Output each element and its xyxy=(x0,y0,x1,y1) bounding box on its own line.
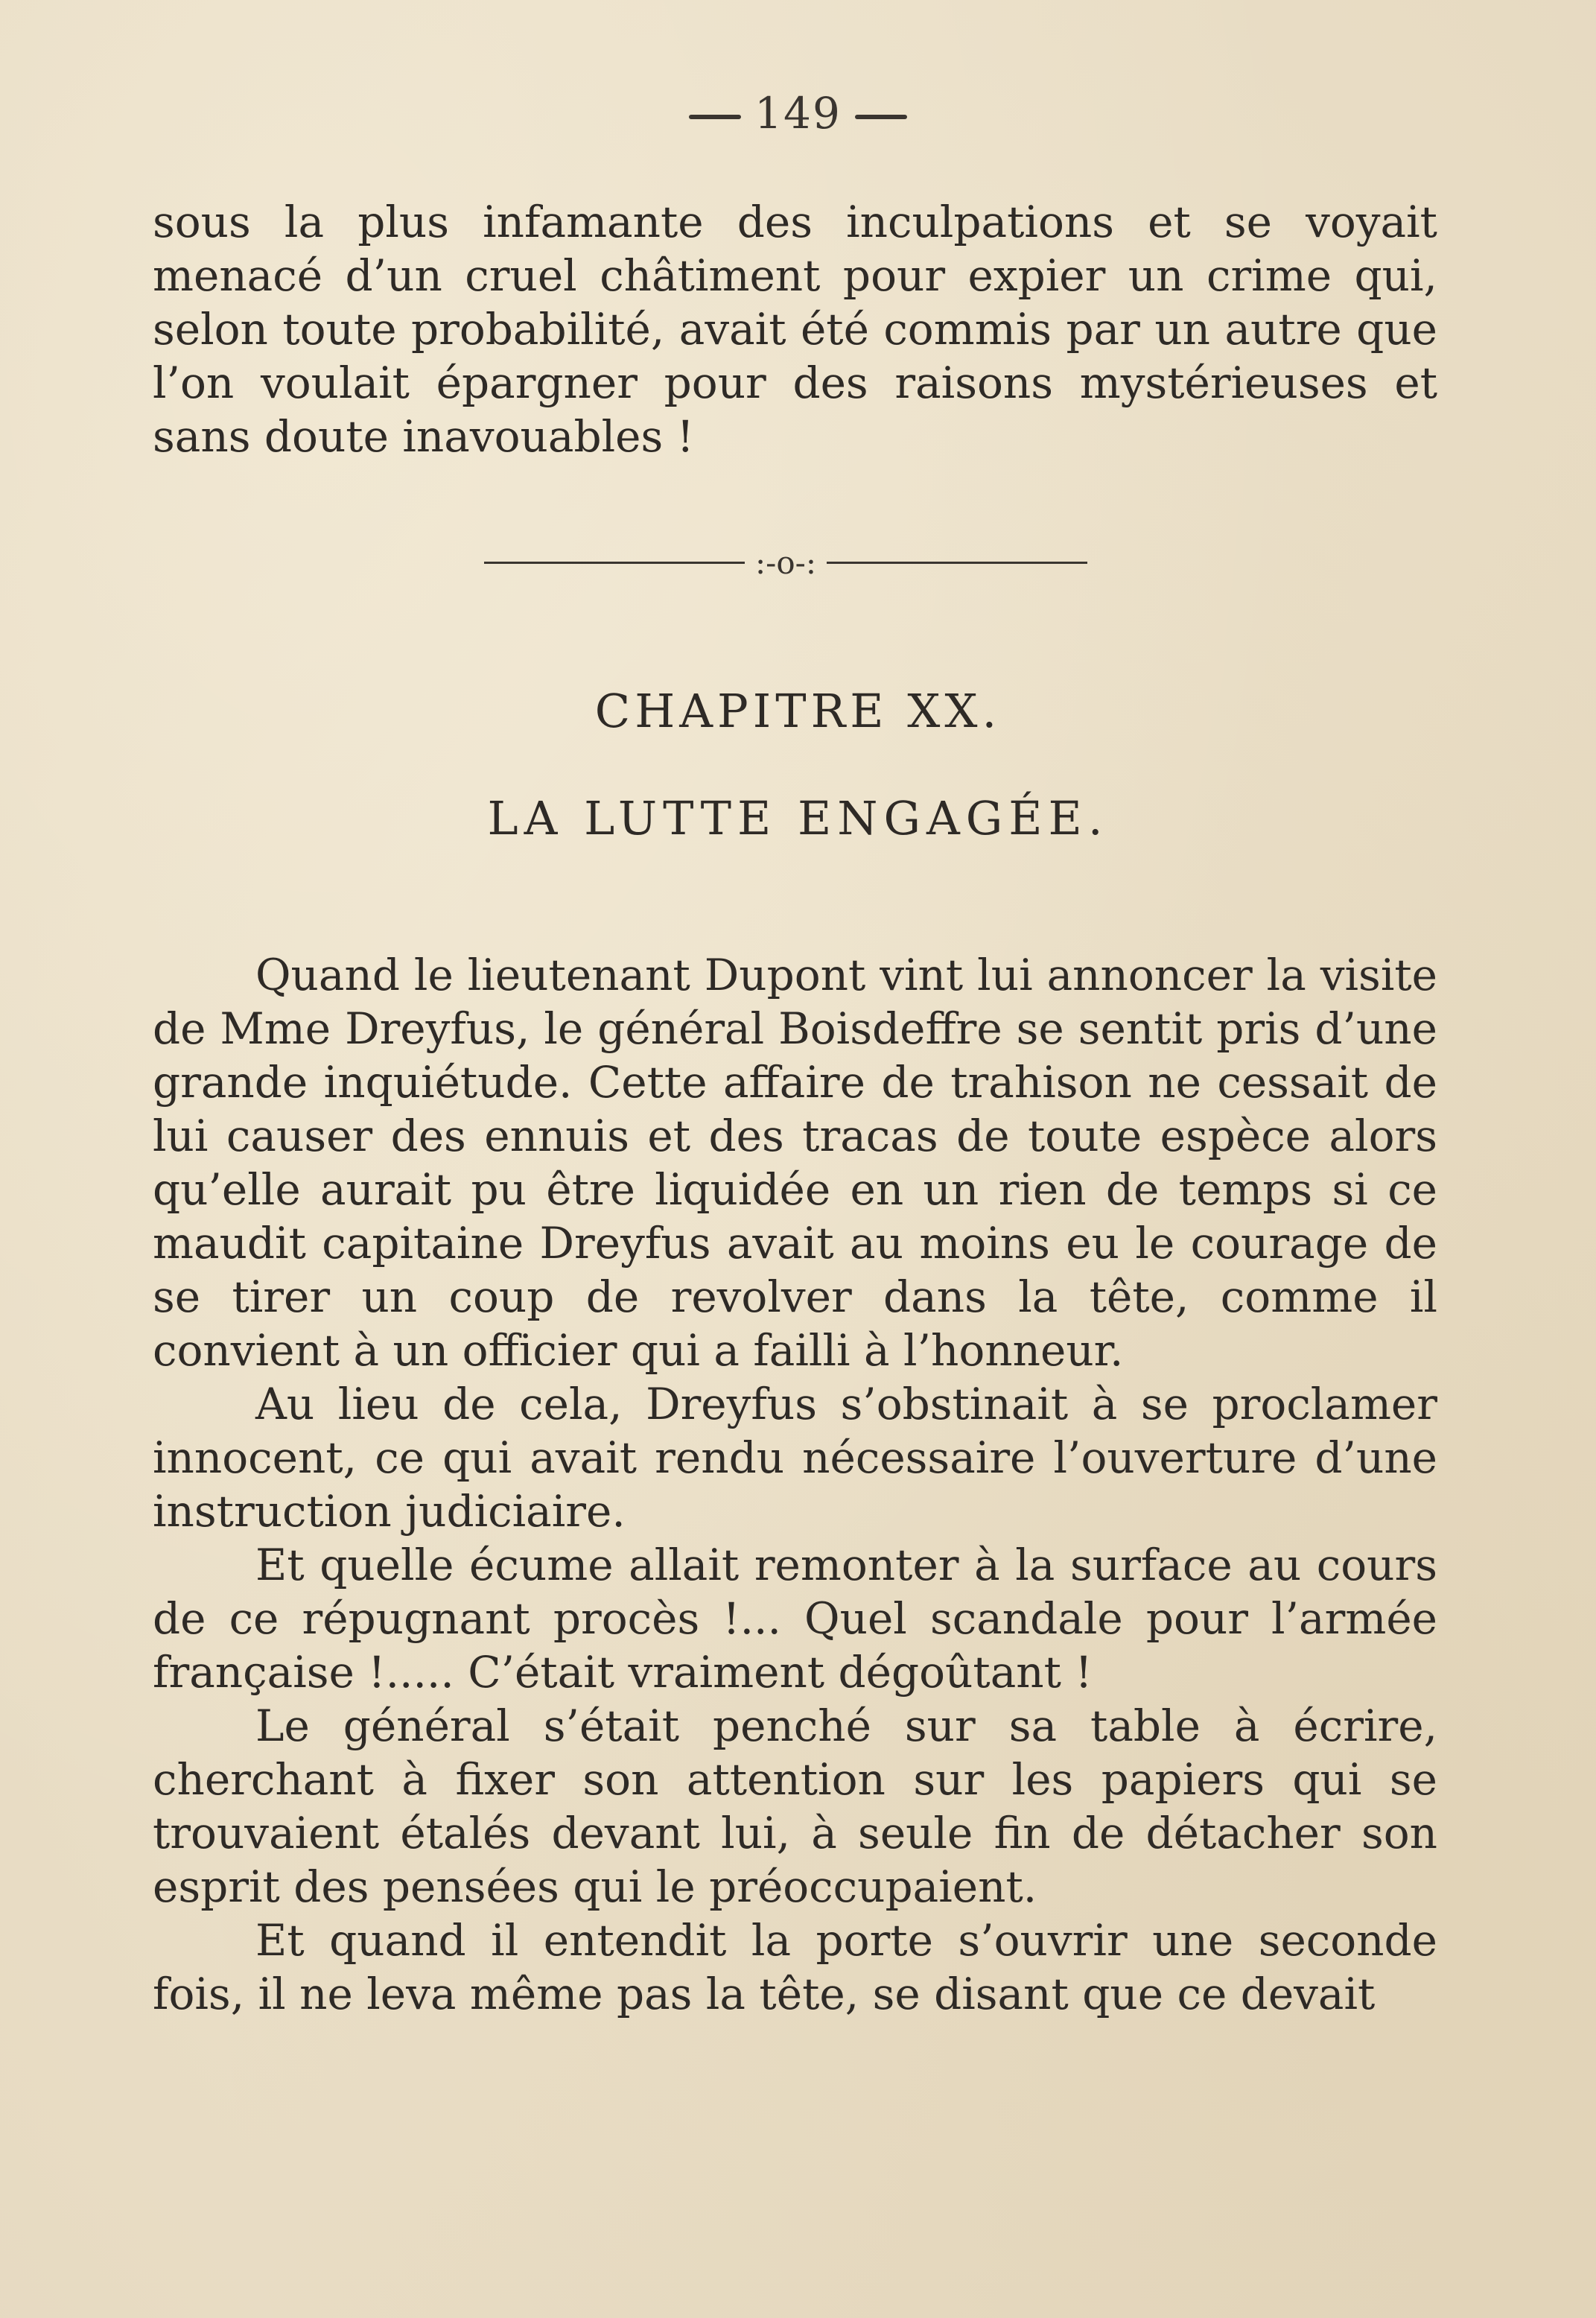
page-number-dash-right xyxy=(855,115,907,119)
separator-line-left xyxy=(484,562,745,564)
body-paragraph: Et quand il entendit la porte s’ouvrir une seconde fois, il ne leva même pas la tête, se disant que ce devait xyxy=(153,1915,1437,2019)
opening-paragraph: sous la plus infamante des inculpations et se voyait menacé d’un cruel châtiment pour expier un crime qui, selon toute probabilité, avait été commis par un autre que l’on voulait épargner pour des raisons mystérieuses et sans doute inavouables ! xyxy=(153,197,1437,462)
body-paragraph: Le général s’était penché sur sa table à écrire, cherchant à fixer son attention sur les papiers qui se trouvaient étalés devant lui, à seule fin de détacher son esprit des pensées qui le préoccupaient. xyxy=(153,1701,1437,1912)
separator-line-right xyxy=(827,562,1087,564)
chapter-subtitle: LA LUTTE ENGAGÉE. xyxy=(487,791,1109,845)
chapter-body xyxy=(153,948,1437,2021)
page-number-text: 149 xyxy=(754,88,842,139)
body-paragraph: Quand le lieutenant Dupont vint lui annoncer la visite de Mme Dreyfus, le général Boisdeffre se sentit pris d’une grande inquiétude. Cette affaire de trahison ne cessait de lui causer des ennuis et des tracas de toute espèce alors qu’elle aurait pu être liquidée en un rien de temps si ce maudit capitaine Dreyfus avait au moins eu le courage de se tirer un coup de revolver dans la tête, comme il convient à un officier qui a failli à l’honneur. xyxy=(153,950,1437,1376)
section-separator xyxy=(484,540,1087,585)
page-number xyxy=(0,88,1596,139)
opening-text-block xyxy=(153,195,1437,463)
page-number-dash-left xyxy=(689,115,741,119)
body-paragraph: Et quelle écume allait remonter à la surface au cours de ce répugnant procès !... Quel scandale pour l’armée française !..... C’était vraiment dégoûtant ! xyxy=(153,1540,1437,1698)
separator-mark: :-o-: xyxy=(755,544,816,581)
body-paragraph: Au lieu de cela, Dreyfus s’obstinait à se proclamer innocent, ce qui avait rendu nécessaire l’ouverture d’une instruction judiciaire. xyxy=(153,1379,1437,1537)
chapter-title: CHAPITRE XX. xyxy=(594,684,1002,738)
